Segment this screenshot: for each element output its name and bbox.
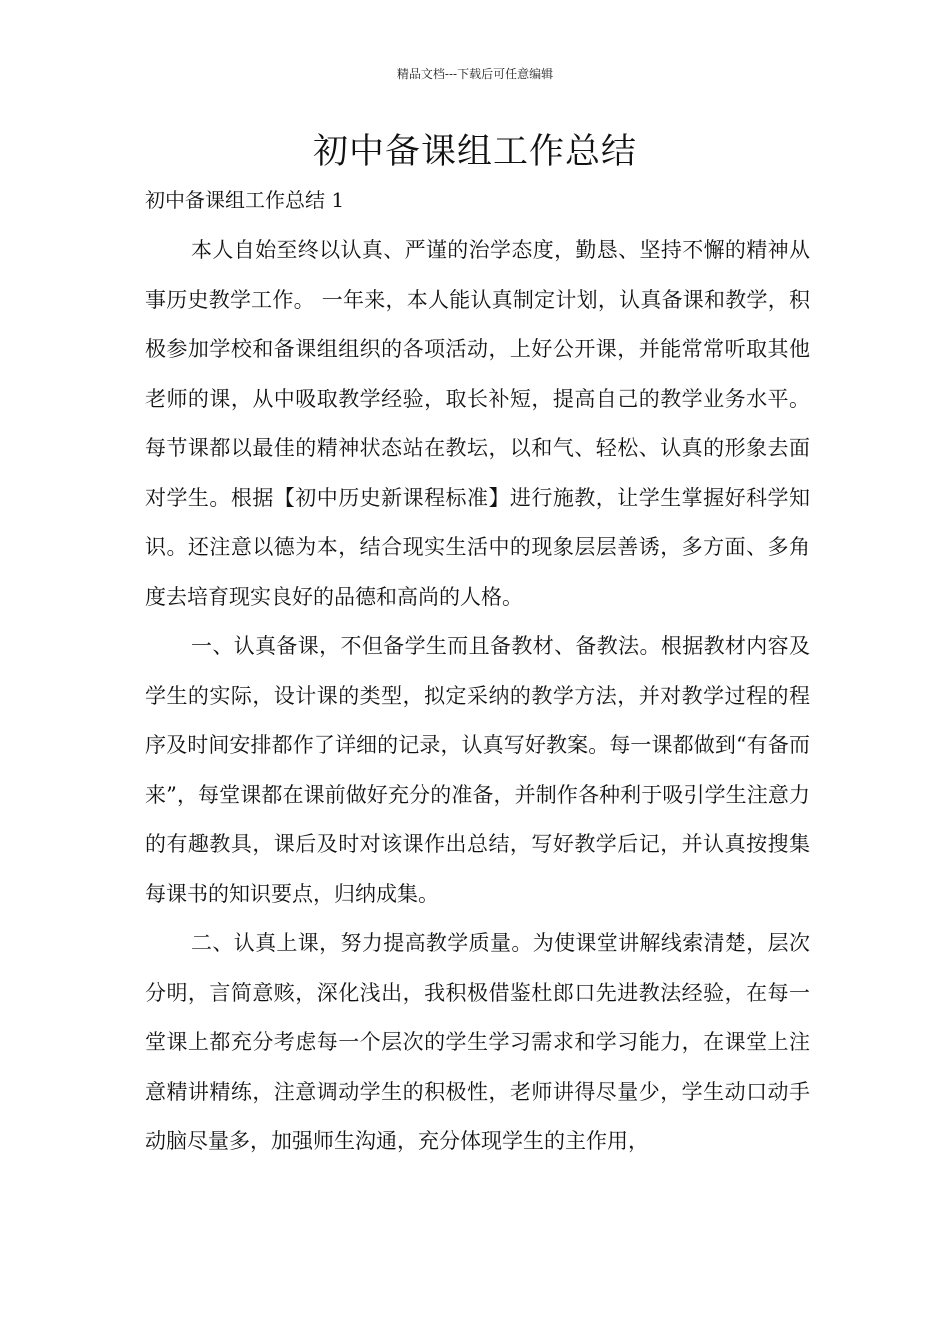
document-title: 初中备课组工作总结 (312, 132, 637, 172)
page-header-watermark: 精品文档---下载后可任意编辑 (396, 67, 554, 81)
document-body (145, 226, 810, 1167)
paragraph-teaching-quality: 二、认真上课，努力提高教学质量。为使课堂讲解线索清楚，层次分明，言简意赅，深化浅出，我积极借鉴杜郎口先进教法经验，在每一堂课上都充分考虑每一个层次的学生学习需求和学习能力，在课堂上注意精讲精练，注意调动学生的积极性，老师讲得尽量少，学生动口动手动脑尽量多，加强师生沟通，充分体现学生的主作用， (145, 931, 810, 1153)
paragraph-intro: 本人自始至终以认真、严谨的治学态度，勤恳、坚持不懈的精神从事历史教学工作。 一年来，本人能认真制定计划，认真备课和教学，积极参加学校和备课组组织的各项活动，上好公开课，并能常常听取其他老师的课，从中吸取教学经验，取长补短，提高自己的教学业务水平。每节课都以最佳的精神状态站在教坛，以和气、轻松、认真的形象去面对学生。根据【初中历史新课程标准】进行施教，让学生掌握好科学知识。还注意以德为本，结合现实生活中的现象层层善诱，多方面、多角度去培育现实良好的品德和高尚的人格。 (145, 238, 810, 609)
paragraph-lesson-prep: 一、认真备课，不但备学生而且备教材、备教法。根据教材内容及学生的实际，设计课的类型，拟定采纳的教学方法，并对教学过程的程序及时间安排都作了详细的记录，认真写好教案。每一课都做到“有备而来”，每堂课都在课前做好充分的准备，并制作各种利于吸引学生注意力的有趣教具，课后及时对该课作出总结，写好教学后记，并认真按搜集每课书的知识要点，归纳成集。 (145, 634, 810, 906)
document-subtitle: 初中备课组工作总结 1 (145, 188, 345, 212)
